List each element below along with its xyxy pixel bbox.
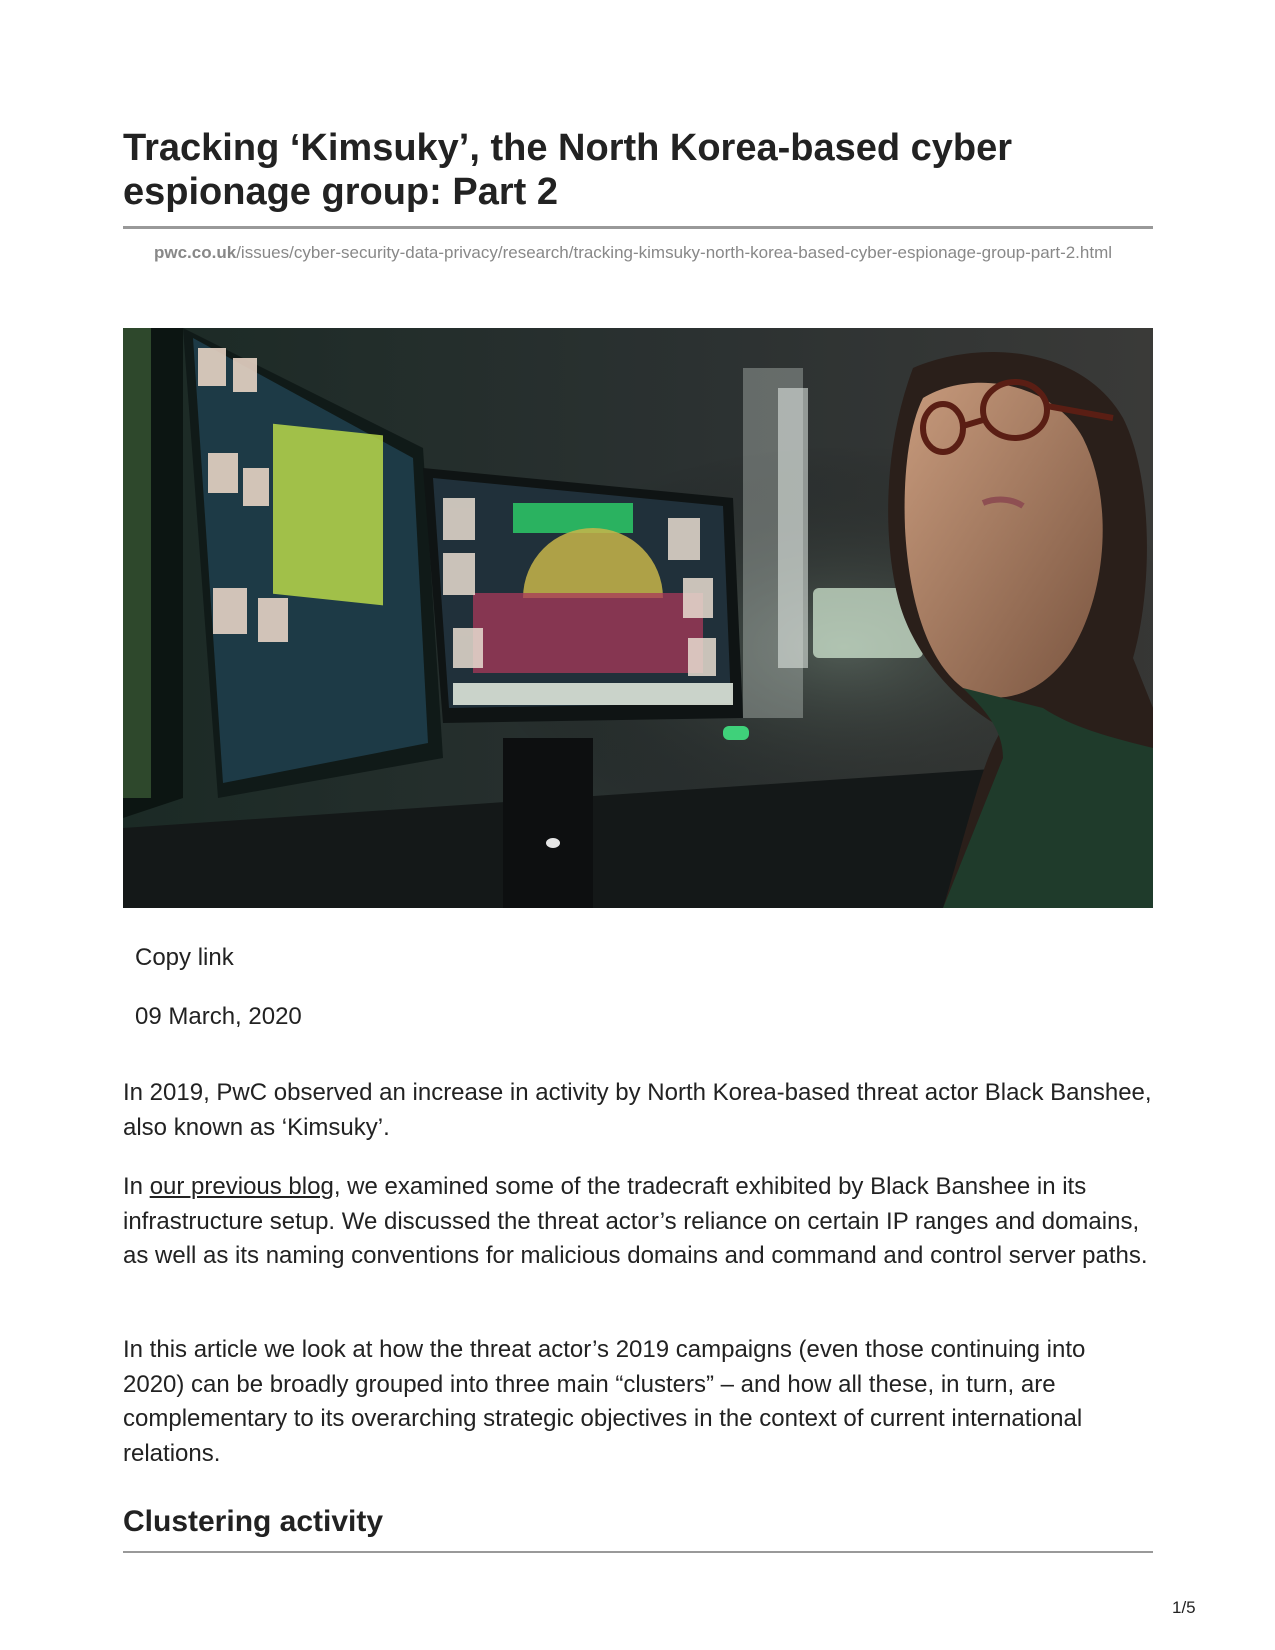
section-heading: Clustering activity [123,1505,384,1538]
paragraph-previous-blog [123,1170,1153,1274]
page-number: 1/5 [1172,1598,1196,1617]
section-divider [123,1551,1153,1553]
source-path[interactable]: /issues/cyber-security-data-privacy/research/tracking-kimsuky-north-korea-based-cyber-espionage-group-part-2.html [236,243,1113,262]
hero-image [123,328,1153,908]
paragraph-rest: , we examined some of the tradecraft exhibited by Black Banshee in its infrastructure setup. We discussed the threat actor’s reliance on certain IP ranges and domains, as well as its naming conventions for malicious domains and command and control server paths. [123,1173,1148,1269]
copy-link-button[interactable]: Copy link [135,944,234,971]
paragraph-clusters: In this article we look at how the threat actor’s 2019 campaigns (even those continuing into 2020) can be broadly grouped into three main “clusters” – and how all these, in turn, are complementary to its overarching strategic objectives in the context of current international relations. [123,1336,1086,1467]
previous-blog-link[interactable]: our previous blog [149,1173,334,1200]
source-url[interactable] [123,240,1123,265]
title-divider [123,226,1153,229]
article-title: Tracking ‘Kimsuky’, the North Korea-based cyber espionage group: Part 2 [123,127,1013,213]
paragraph-intro: In 2019, PwC observed an increase in activity by North Korea-based threat actor Black Banshee, also known as ‘Kimsuky’. [123,1079,1152,1141]
analyst-at-monitors-photo-icon [123,328,1153,908]
source-domain[interactable]: pwc.co.uk [154,243,237,262]
publish-date: 09 March, 2020 [135,1003,302,1030]
paragraph-prefix: In [123,1173,150,1200]
